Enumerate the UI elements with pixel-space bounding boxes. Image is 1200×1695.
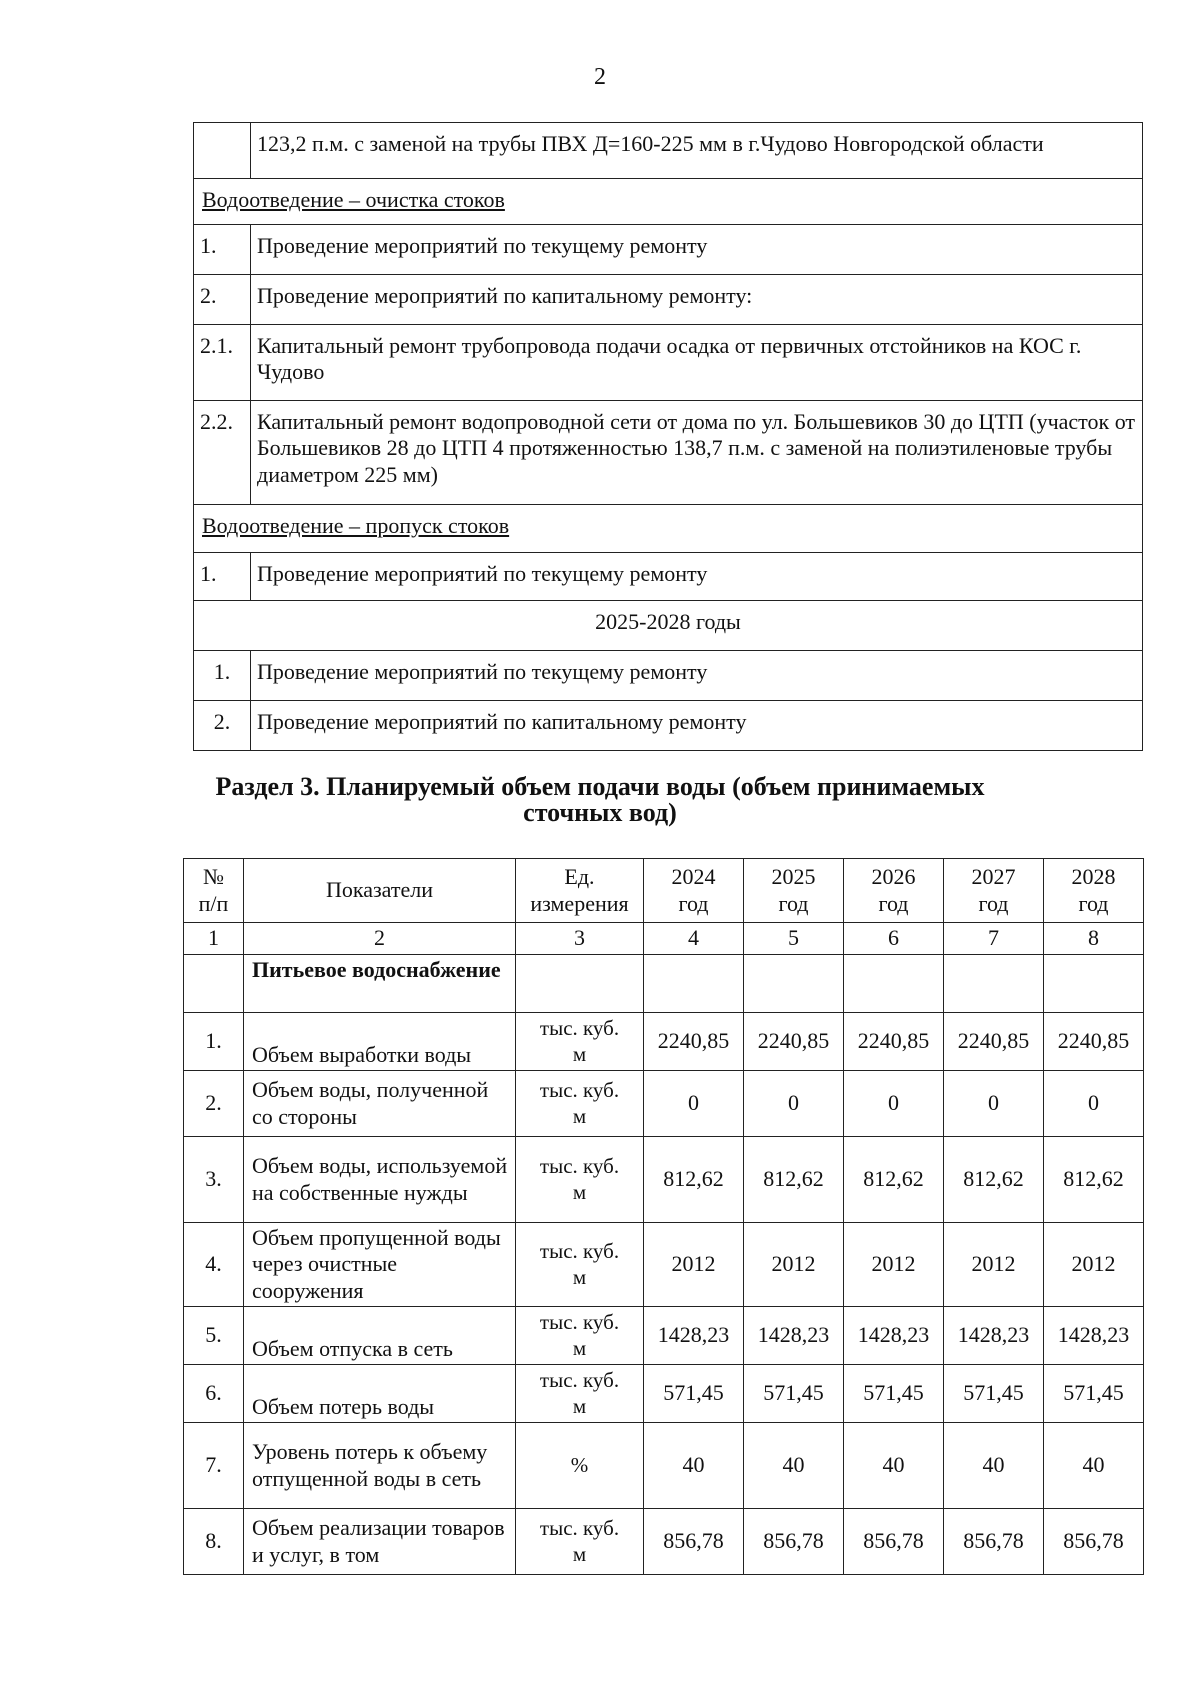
year-word: год: [1078, 890, 1109, 916]
row-name: Объем воды, полученной со стороны: [244, 1071, 516, 1137]
row-number: 3.: [184, 1137, 244, 1223]
table-row: [184, 1013, 1144, 1071]
row-number: 2.2.: [194, 401, 251, 505]
page-number: 2: [594, 64, 606, 90]
header-num: [184, 859, 244, 923]
value-cell: 2240,85: [844, 1013, 944, 1071]
value-cell: 812,62: [944, 1137, 1044, 1223]
value-cell: 856,78: [944, 1509, 1044, 1575]
value-cell: 2240,85: [744, 1013, 844, 1071]
heading-line: Раздел 3. Планируемый объем подачи воды (объем принимаемых: [215, 772, 985, 801]
row-unit: [516, 1509, 644, 1575]
header-year: [1044, 859, 1144, 923]
row-name: Объем пропущенной воды через очистные сооружения: [244, 1223, 516, 1307]
row-unit: [516, 1137, 644, 1223]
year-word: год: [678, 890, 709, 916]
row-text: Капитальный ремонт трубопровода подачи осадка от первичных отстойников на КОС г. Чудово: [251, 325, 1143, 401]
row-text: Капитальный ремонт водопроводной сети от дома по ул. Большевиков 30 до ЦТП (участок от Большевиков 28 до ЦТП 4 протяженностью 138,7 п.м. с заменой на полиэтиленовые трубы диаметром 225 мм): [251, 401, 1143, 505]
table-row: [194, 325, 1143, 401]
unit-line2: м: [572, 1103, 587, 1128]
years-row: [194, 601, 1143, 651]
value-cell: 0: [1044, 1071, 1144, 1137]
value-cell: 1428,23: [1044, 1307, 1144, 1365]
column-number: 5: [744, 923, 844, 955]
value-cell: 856,78: [844, 1509, 944, 1575]
row-text: Проведение мероприятий по текущему ремонту: [251, 553, 1143, 601]
value-cell: 571,45: [844, 1365, 944, 1423]
value-cell: 40: [944, 1423, 1044, 1509]
value-cell: 812,62: [744, 1137, 844, 1223]
unit-line1: тыс. куб.: [539, 1154, 620, 1179]
value-cell: 2012: [944, 1223, 1044, 1307]
value-cell: 2240,85: [944, 1013, 1044, 1071]
table-row: [184, 1423, 1144, 1509]
years-title: 2025-2028 годы: [194, 601, 1143, 651]
row-number: 1.: [194, 651, 251, 701]
empty-cell: [844, 955, 944, 1013]
table-row: [184, 1071, 1144, 1137]
table-row: [184, 1307, 1144, 1365]
value-cell: 2240,85: [644, 1013, 744, 1071]
row-number: 4.: [184, 1223, 244, 1307]
header-year: [944, 859, 1044, 923]
column-number: 8: [1044, 923, 1144, 955]
row-text: Проведение мероприятий по текущему ремонту: [251, 651, 1143, 701]
table-row: [194, 553, 1143, 601]
unit-line1: тыс. куб.: [539, 1516, 620, 1541]
value-cell: 571,45: [644, 1365, 744, 1423]
value-cell: 40: [644, 1423, 744, 1509]
row-text: Проведение мероприятий по текущему ремонту: [251, 225, 1143, 275]
row-number: 2.: [194, 275, 251, 325]
value-cell: 1428,23: [644, 1307, 744, 1365]
row-text: Проведение мероприятий по капитальному ремонту:: [251, 275, 1143, 325]
table-row: [184, 1365, 1144, 1423]
header-indicator: Показатели: [244, 859, 516, 923]
row-number-cell: [194, 123, 251, 179]
water-volume-table: [183, 858, 1144, 1575]
table-row: [194, 401, 1143, 505]
year-number: 2028: [1071, 864, 1116, 890]
value-cell: 812,62: [1044, 1137, 1144, 1223]
header-num-line2: п/п: [198, 890, 229, 916]
column-number: 7: [944, 923, 1044, 955]
row-unit: [516, 1307, 644, 1365]
year-number: 2026: [871, 864, 916, 890]
empty-cell: [644, 955, 744, 1013]
unit-line1: тыс. куб.: [539, 1016, 620, 1041]
value-cell: 1428,23: [744, 1307, 844, 1365]
unit-line2: м: [572, 1264, 587, 1289]
unit-line2: м: [572, 1393, 587, 1418]
row-text: Проведение мероприятий по капитальному ремонту: [251, 701, 1143, 751]
header-row: [184, 859, 1144, 923]
column-number: 4: [644, 923, 744, 955]
row-name: Объем реализации товаров и услуг, в том: [244, 1509, 516, 1575]
value-cell: 571,45: [1044, 1365, 1144, 1423]
value-cell: 2012: [744, 1223, 844, 1307]
section-title-treatment: Водоотведение – очистка стоков: [194, 179, 1143, 225]
unit-line2: м: [572, 1041, 587, 1066]
unit-line1: тыс. куб.: [539, 1078, 620, 1103]
row-name: Уровень потерь к объему отпущенной воды в сеть: [244, 1423, 516, 1509]
column-number: 1: [184, 923, 244, 955]
works-table: [193, 122, 1143, 751]
header-unit-line1: Ед.: [564, 864, 595, 890]
table-row: [194, 225, 1143, 275]
row-name: Объем выработки воды: [244, 1013, 516, 1071]
empty-cell: [516, 955, 644, 1013]
row-name: Объем отпуска в сеть: [244, 1307, 516, 1365]
value-cell: 812,62: [644, 1137, 744, 1223]
table-row: [194, 275, 1143, 325]
row-number: 1.: [194, 553, 251, 601]
section3-heading: [150, 774, 1050, 826]
header-year: [744, 859, 844, 923]
row-unit: [516, 1013, 644, 1071]
row-number: 8.: [184, 1509, 244, 1575]
value-cell: 812,62: [844, 1137, 944, 1223]
unit-line1: тыс. куб.: [539, 1368, 620, 1393]
row-unit: [516, 1423, 644, 1509]
year-word: год: [878, 890, 909, 916]
value-cell: 856,78: [744, 1509, 844, 1575]
empty-cell: [184, 955, 244, 1013]
row-unit: [516, 1071, 644, 1137]
empty-cell: [944, 955, 1044, 1013]
empty-cell: [1044, 955, 1144, 1013]
group-row: [184, 955, 1144, 1013]
value-cell: 0: [844, 1071, 944, 1137]
row-number: 5.: [184, 1307, 244, 1365]
section-header-row: [194, 179, 1143, 225]
column-number: 2: [244, 923, 516, 955]
row-name: Объем воды, используемой на собственные нужды: [244, 1137, 516, 1223]
heading-line: сточных вод): [523, 798, 677, 827]
header-unit-line2: измерения: [530, 890, 629, 916]
unit-line2: м: [572, 1335, 587, 1360]
value-cell: 40: [844, 1423, 944, 1509]
header-unit: [516, 859, 644, 923]
header-year: [844, 859, 944, 923]
table-row: [184, 1137, 1144, 1223]
empty-cell: [744, 955, 844, 1013]
table-row: [184, 1509, 1144, 1575]
year-number: 2027: [971, 864, 1016, 890]
row-number: 6.: [184, 1365, 244, 1423]
value-cell: 571,45: [744, 1365, 844, 1423]
value-cell: 0: [944, 1071, 1044, 1137]
row-number: 7.: [184, 1423, 244, 1509]
year-number: 2024: [671, 864, 716, 890]
value-cell: 0: [644, 1071, 744, 1137]
year-word: год: [978, 890, 1009, 916]
value-cell: 571,45: [944, 1365, 1044, 1423]
value-cell: 40: [1044, 1423, 1144, 1509]
value-cell: 1428,23: [944, 1307, 1044, 1365]
section-header-row: [194, 505, 1143, 553]
unit-line2: м: [572, 1541, 587, 1566]
value-cell: 1428,23: [844, 1307, 944, 1365]
row-number: 2.: [194, 701, 251, 751]
table-row: [194, 123, 1143, 179]
row-number: 1.: [194, 225, 251, 275]
year-word: год: [778, 890, 809, 916]
row-name: Объем потерь воды: [244, 1365, 516, 1423]
value-cell: 856,78: [1044, 1509, 1144, 1575]
continuation-text: 123,2 п.м. с заменой на трубы ПВХ Д=160-225 мм в г.Чудово Новгородской области: [251, 123, 1143, 179]
value-cell: 2012: [844, 1223, 944, 1307]
column-number: 6: [844, 923, 944, 955]
column-number: 3: [516, 923, 644, 955]
table-row: [194, 651, 1143, 701]
column-number-row: [184, 923, 1144, 955]
value-cell: 2012: [1044, 1223, 1144, 1307]
unit-line1: тыс. куб.: [539, 1239, 620, 1264]
table-row: [184, 1223, 1144, 1307]
value-cell: 2012: [644, 1223, 744, 1307]
group-title: Питьевое водоснабжение: [244, 955, 516, 1013]
year-number: 2025: [771, 864, 816, 890]
unit-line2: м: [572, 1179, 587, 1204]
row-number: 2.: [184, 1071, 244, 1137]
table-row: [194, 701, 1143, 751]
header-year: [644, 859, 744, 923]
unit-line1: %: [570, 1453, 589, 1478]
value-cell: 2240,85: [1044, 1013, 1144, 1071]
row-number: 1.: [184, 1013, 244, 1071]
value-cell: 0: [744, 1071, 844, 1137]
value-cell: 40: [744, 1423, 844, 1509]
row-number: 2.1.: [194, 325, 251, 401]
section-title-discharge: Водоотведение – пропуск стоков: [194, 505, 1143, 553]
row-unit: [516, 1223, 644, 1307]
header-num-line1: №: [203, 864, 224, 890]
row-unit: [516, 1365, 644, 1423]
value-cell: 856,78: [644, 1509, 744, 1575]
unit-line1: тыс. куб.: [539, 1310, 620, 1335]
